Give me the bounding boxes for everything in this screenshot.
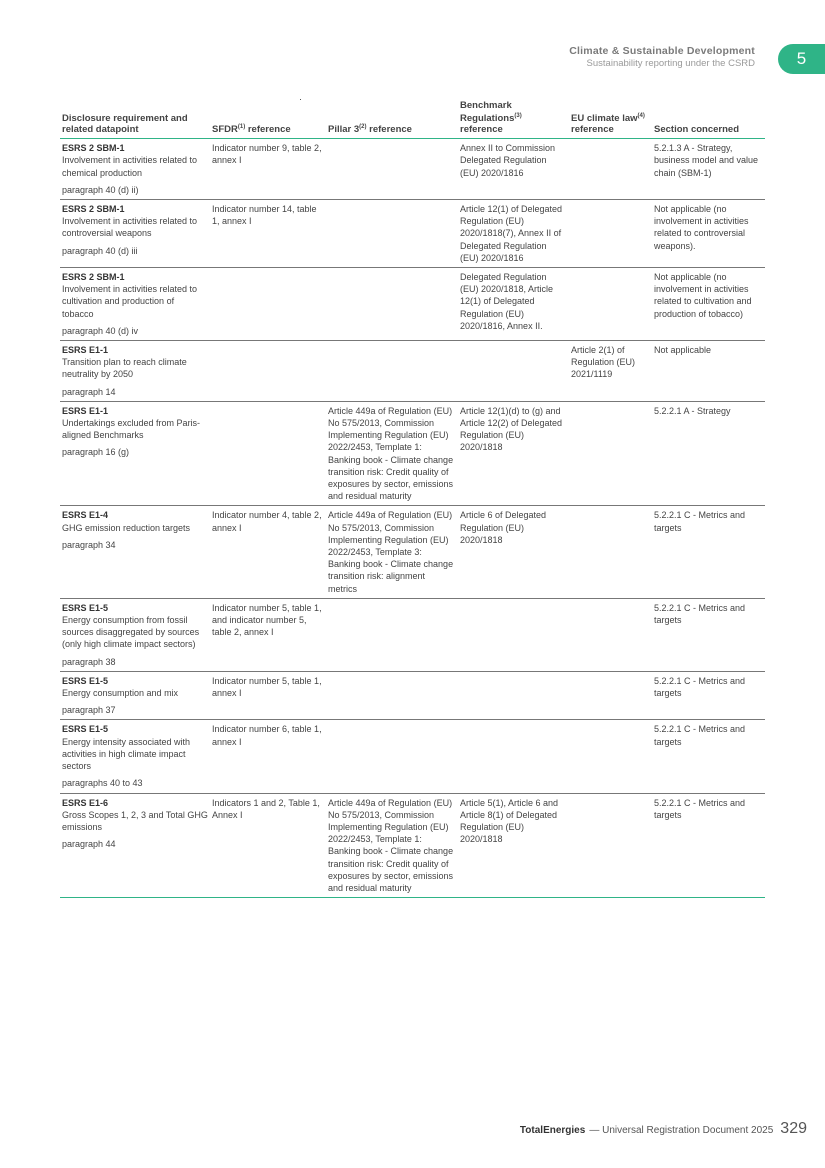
cell-sfdr: Indicator number 5, table 1, and indicator number 5, table 2, annex I [210, 598, 326, 671]
footer-brand: TotalEnergies [519, 1125, 586, 1136]
cell-disclosure [60, 671, 210, 720]
table-row [60, 401, 765, 506]
disclosure-description: Energy consumption from fossil sources disaggregated by sources (only high climate impact sectors) [62, 615, 200, 650]
cell-sfdr: Indicator number 14, table 1, annex I [210, 199, 326, 267]
table-row [60, 671, 765, 720]
cell-disclosure [60, 267, 210, 340]
cell-sfdr: Indicator number 4, table 2, annex I [210, 506, 326, 598]
col-section-header: Section concerned [652, 100, 765, 139]
datapoints-table [60, 100, 765, 898]
chapter-number: 5 [796, 49, 807, 68]
cell-benchmark [458, 598, 569, 671]
disclosure-code: ESRS E1-1 [62, 345, 109, 355]
page-footer [520, 1120, 807, 1138]
table-row [60, 341, 765, 402]
cell-benchmark: Article 5(1), Article 6 and Article 8(1) of Delegated Regulation (EU) 2020/1818 [458, 793, 569, 898]
cell-sfdr [210, 267, 326, 340]
cell-eu-climate-law [569, 598, 652, 671]
cell-sfdr [210, 401, 326, 506]
cell-disclosure [60, 341, 210, 402]
cell-disclosure [60, 720, 210, 793]
cell-disclosure [60, 401, 210, 506]
col-sfdr-header: SFDR$^{(1)}$ reference [210, 100, 326, 139]
cell-section: Not applicable (no involvement in activities related to controversial weapons). [652, 199, 765, 267]
page-number: 329 [780, 1120, 807, 1137]
cell-pillar3: Article 449a of Regulation (EU) No 575/2013, Commission Implementing Regulation (EU) 2022/2453, Template 3: Banking book - Climate change transition risk: alignment metrics [326, 506, 458, 598]
cell-eu-climate-law [569, 720, 652, 793]
header-subtitle: Sustainability reporting under the CSRD [586, 58, 755, 69]
cell-section: 5.2.2.1 C - Metrics and targets [652, 506, 765, 598]
col-pillar3-header: Pillar 3$^{(2)}$ reference [326, 100, 458, 139]
cell-disclosure [60, 199, 210, 267]
disclosure-description: Energy intensity associated with activities in high climate impact sectors [62, 736, 191, 772]
disclosure-description: Transition plan to reach climate neutrality by 2050 [62, 357, 187, 380]
cell-pillar3 [326, 139, 458, 200]
paragraph-reference: paragraph 34 [62, 539, 116, 550]
cell-benchmark [458, 720, 569, 793]
disclosure-code: ESRS 2 SBM-1 [62, 203, 125, 214]
table-header-row [60, 100, 765, 139]
disclosure-code: ESRS E1-5 [62, 724, 109, 735]
cell-eu-climate-law: Article 2(1) of Regulation (EU) 2021/1119 [569, 341, 652, 402]
disclosure-description: Involvement in activities related to chemical production [62, 155, 198, 178]
disclosure-description: Involvement in activities related to cultivation and production of tobacco [62, 284, 198, 319]
cell-pillar3 [326, 199, 458, 267]
paragraph-reference: paragraph 44 [62, 839, 116, 850]
cell-pillar3 [326, 671, 458, 720]
paragraph-reference: paragraph 16 (g) [62, 447, 130, 458]
table-row [60, 598, 765, 671]
table-row [60, 793, 765, 898]
disclosure-code: ESRS 2 SBM-1 [62, 143, 125, 154]
disclosure-description: Undertakings excluded from Paris-aligned Benchmarks [62, 418, 201, 441]
disclosure-description: Gross Scopes 1, 2, 3 and Total GHG emissions [62, 809, 208, 832]
cell-eu-climate-law [569, 671, 652, 720]
cell-eu-climate-law [569, 793, 652, 898]
disclosure-code: ESRS E1-6 [62, 797, 109, 808]
cell-disclosure [60, 506, 210, 598]
table-header [60, 100, 765, 139]
cell-pillar3: Article 449a of Regulation (EU) No 575/2013, Commission Implementing Regulation (EU) 2022/2453, Template 1: Banking book - Climate change transition risk: Credit quality of exposures by sector, emissions and residual maturity [326, 401, 458, 506]
cell-eu-climate-law [569, 139, 652, 200]
disclosure-description: Energy consumption and mix [62, 688, 179, 699]
cell-disclosure [60, 793, 210, 898]
cell-section: 5.2.2.1 C - Metrics and targets [652, 671, 765, 720]
cell-section: Not applicable [652, 341, 765, 402]
disclosure-code: ESRS E1-1 [62, 405, 109, 416]
cell-pillar3 [326, 598, 458, 671]
cell-disclosure [60, 598, 210, 671]
paragraph-reference: paragraph 37 [62, 705, 116, 716]
cell-sfdr [210, 341, 326, 402]
cell-benchmark: Delegated Regulation (EU) 2020/1818, Article 12(1) of Delegated Regulation (EU) 2020/1816, Annex II. [458, 267, 569, 340]
col-disclosure-header: Disclosure requirement and related datapoint [60, 100, 210, 139]
paragraph-reference: paragraph 14 [62, 386, 116, 397]
paragraph-reference: paragraph 40 (d) ii) [62, 184, 139, 195]
running-header [569, 45, 755, 69]
cell-benchmark: Article 12(1) of Delegated Regulation (EU) 2020/1818(7), Annex II of Delegated Regulation (EU) 2020/1816 [458, 199, 569, 267]
cell-sfdr: Indicators 1 and 2, Table 1, Annex I [210, 793, 326, 898]
disclosure-description: Involvement in activities related to controversial weapons [62, 216, 198, 239]
cell-section: 5.2.1.3 A - Strategy, business model and value chain (SBM-1) [652, 139, 765, 200]
cell-eu-climate-law [569, 401, 652, 506]
col-benchmark-header: Benchmark Regulations$^{(3)}$ reference [458, 100, 569, 139]
cell-benchmark: Article 6 of Delegated Regulation (EU) 2020/1818 [458, 506, 569, 598]
header-title: Climate & Sustainable Development [569, 45, 755, 57]
cell-sfdr: Indicator number 9, table 2, annex I [210, 139, 326, 200]
disclosure-code: ESRS E1-5 [62, 602, 109, 613]
table-row [60, 199, 765, 267]
col-eu-climate-law-header: EU climate law$^{(4)}$ reference [569, 100, 652, 139]
table-body [60, 139, 765, 898]
cell-pillar3 [326, 267, 458, 340]
disclosure-code: ESRS E1-4 [62, 510, 109, 521]
table-row [60, 139, 765, 200]
disclosure-code: ESRS 2 SBM-1 [62, 271, 125, 282]
cell-sfdr: Indicator number 6, table 1, annex I [210, 720, 326, 793]
cell-eu-climate-law [569, 506, 652, 598]
cell-section: 5.2.2.1 A - Strategy [652, 401, 765, 506]
cell-benchmark [458, 341, 569, 402]
cell-benchmark: Article 12(1)(d) to (g) and Article 12(2) of Delegated Regulation (EU) 2020/1818 [458, 401, 569, 506]
cell-pillar3 [326, 720, 458, 793]
cell-section: 5.2.2.1 C - Metrics and targets [652, 598, 765, 671]
cell-pillar3: Article 449a of Regulation (EU) No 575/2013, Commission Implementing Regulation (EU) 2022/2453, Template 1: Banking book - Climate change transition risk: Credit quality of exposures by sector, emissions and residual maturity [326, 793, 458, 898]
cell-section: 5.2.2.1 C - Metrics and targets [652, 720, 765, 793]
disclosure-description: GHG emission reduction targets [62, 522, 191, 533]
disclosure-code: ESRS E1-5 [62, 675, 109, 686]
cell-sfdr: Indicator number 5, table 1, annex I [210, 671, 326, 720]
paragraph-reference: paragraph 38 [62, 656, 116, 667]
table-row [60, 267, 765, 340]
cell-benchmark [458, 671, 569, 720]
cell-pillar3 [326, 341, 458, 402]
chapter-tab [778, 44, 825, 74]
paragraph-reference: paragraph 40 (d) iv [62, 325, 139, 336]
table-row [60, 720, 765, 793]
cell-benchmark: Annex II to Commission Delegated Regulation (EU) 2020/1816 [458, 139, 569, 200]
table-row [60, 506, 765, 598]
paragraph-reference: paragraphs 40 to 43 [62, 778, 143, 789]
cell-section: Not applicable (no involvement in activities related to cultivation and production of tobacco) [652, 267, 765, 340]
cell-disclosure [60, 139, 210, 200]
paragraph-reference: paragraph 40 (d) iii [62, 245, 138, 256]
footer-document-title: — Universal Registration Document 2025 [589, 1125, 774, 1136]
cell-eu-climate-law [569, 199, 652, 267]
cell-eu-climate-law [569, 267, 652, 340]
cell-section: 5.2.2.1 C - Metrics and targets [652, 793, 765, 898]
